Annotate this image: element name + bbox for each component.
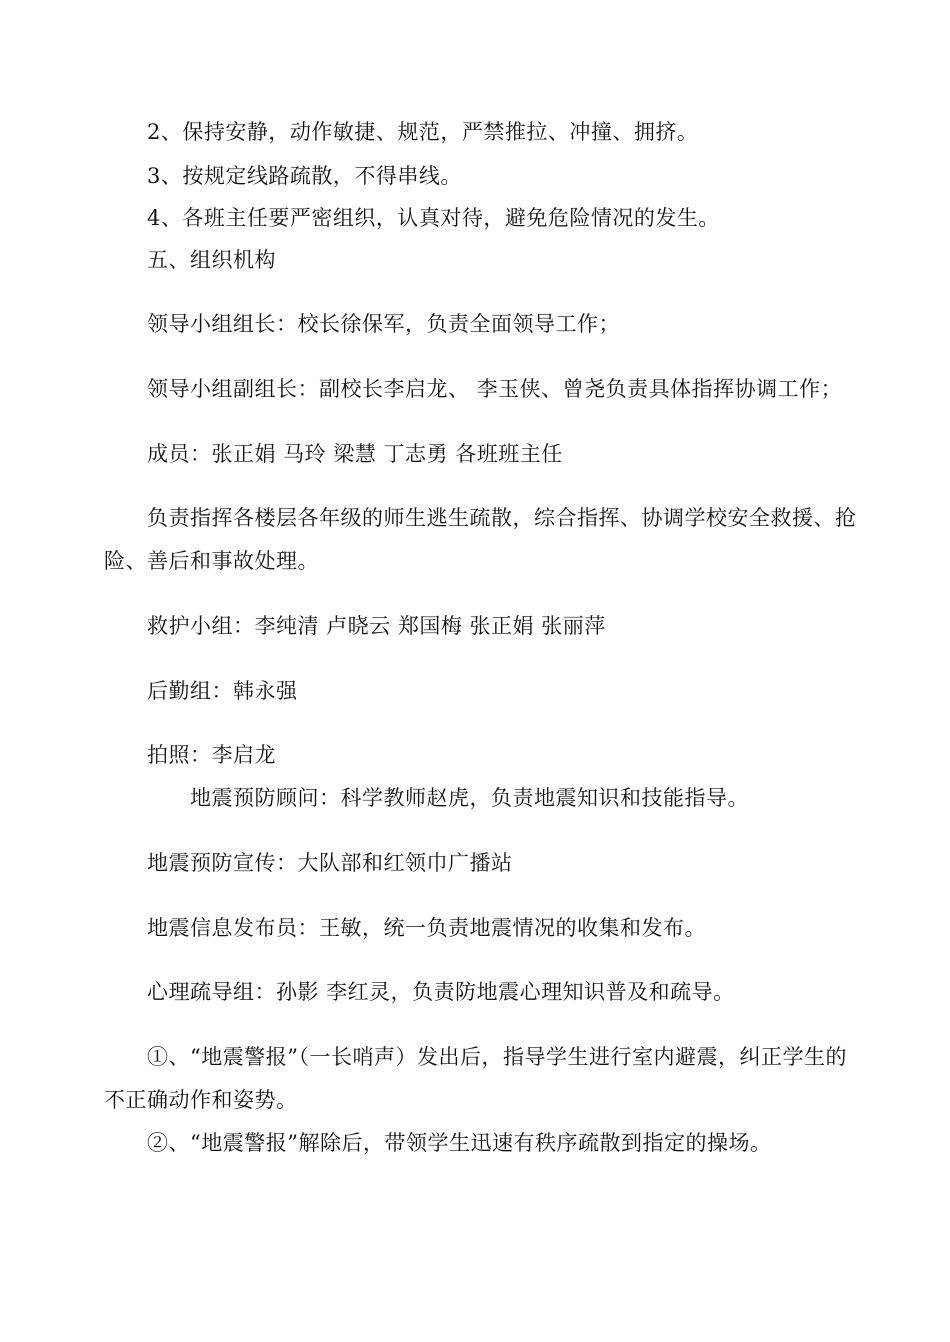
photography-line: 拍照：李启龙 [147,743,276,767]
leader-line: 领导小组组长：校长徐保军，负责全面领导工作； [147,312,620,336]
step1-line-2: 不正确动作和姿势。 [104,1088,298,1112]
rescue-team-line: 救护小组：李纯清 卢晓云 郑国梅 张正娟 张丽萍 [147,614,606,638]
duty-line-2: 险、善后和事故处理。 [104,549,319,573]
advisor-line: 地震预防顾问：科学教师赵虎，负责地震知识和技能指导。 [190,786,749,810]
publicity-line: 地震预防宣传：大队部和红领巾广播站 [147,851,513,875]
info-officer-line: 地震信息发布员：王敏，统一负责地震情况的收集和发布。 [147,916,706,940]
logistics-line: 后勤组：韩永强 [147,679,298,703]
deputy-leader-line: 领导小组副组长：副校长李启龙、 李玉侠、曾尧负责具体指挥协调工作； [147,377,843,401]
members-line: 成员：张正娟 马玲 梁慧 丁志勇 各班班主任 [147,442,563,466]
counseling-line: 心理疏导组：孙影 李红灵，负责防地震心理知识普及和疏导。 [147,980,735,1004]
step2-line: ②、“地震警报”解除后，带领学生迅速有秩序疏散到指定的操场。 [147,1131,772,1155]
rule-item-3: 3、按规定线路疏散，不得串线。 [147,164,462,188]
duty-line-1: 负责指挥各楼层各年级的师生逃生疏散，综合指挥、协调学校安全救援、抢 [147,506,857,530]
rule-item-4: 4、各班主任要严密组织，认真对待，避免危险情况的发生。 [147,206,720,230]
step1-line-1: ①、“地震警报”（一长哨声）发出后，指导学生进行室内避震，纠正学生的 [147,1045,847,1069]
rule-item-2: 2、保持安静，动作敏捷、规范，严禁推拉、冲撞、拥挤。 [147,120,699,144]
section-heading: 五、组织机构 [147,248,276,272]
